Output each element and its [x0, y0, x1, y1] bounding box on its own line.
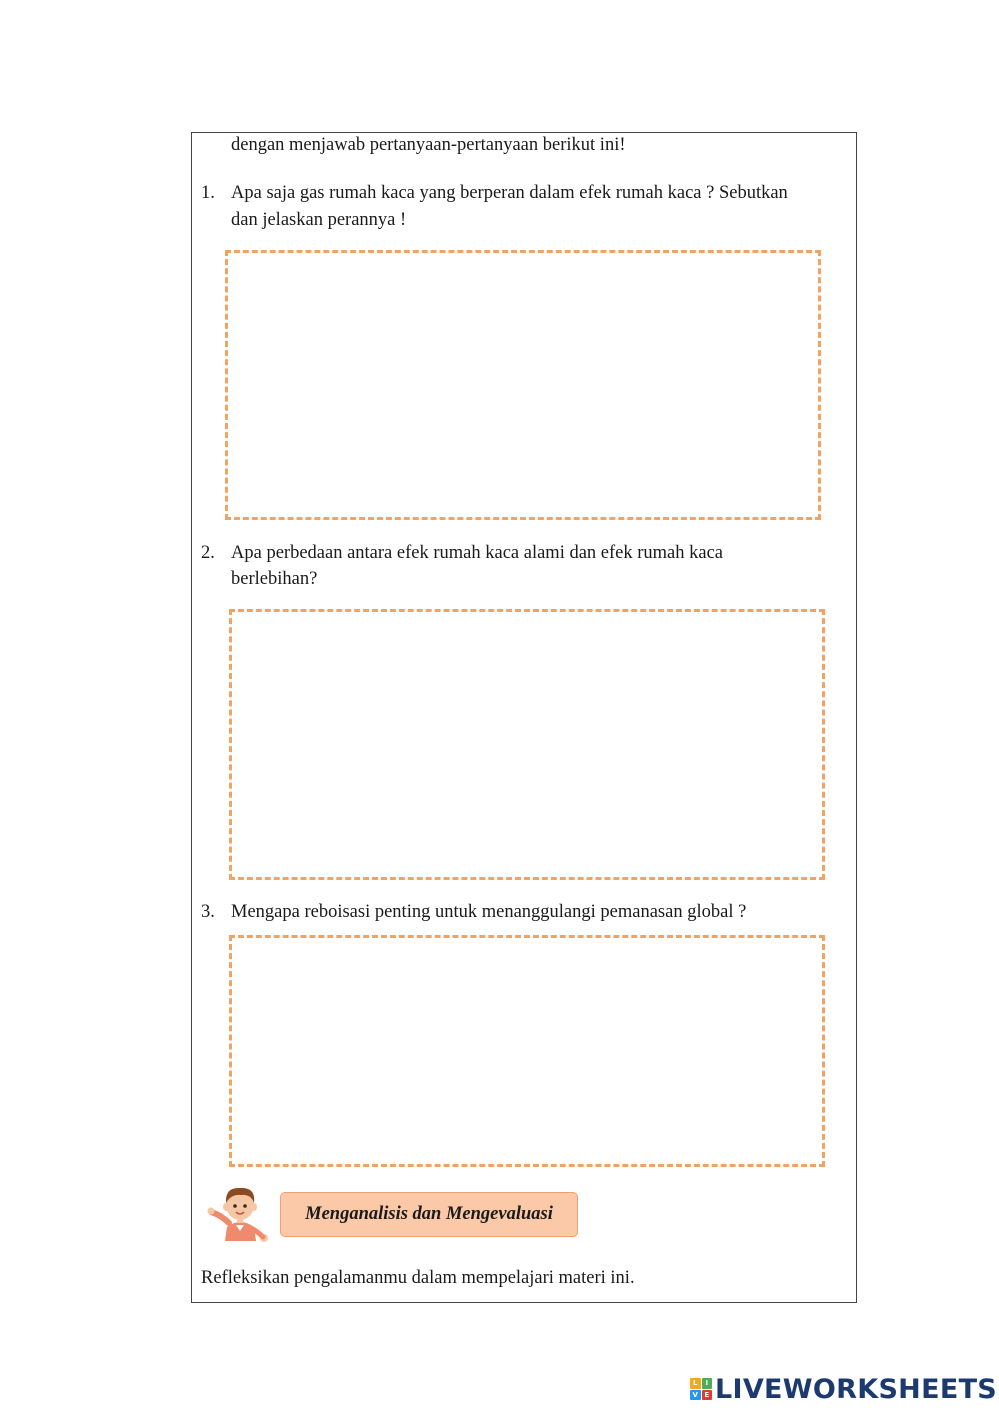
answer-box-1[interactable]	[225, 250, 821, 520]
logo-letter-e: E	[702, 1390, 713, 1401]
question-1-line-2: dan jelaskan perannya !	[231, 210, 407, 230]
liveworksheets-logo-text: LIVEWORKSHEETS	[715, 1373, 998, 1405]
intro-text: dengan menjawab pertanyaan-pertanyaan berikut ini!	[231, 135, 626, 155]
answer-box-2[interactable]	[229, 609, 825, 880]
liveworksheets-logo	[690, 1372, 997, 1406]
question-1-line-1: Apa saja gas rumah kaca yang berperan dalam efek rumah kaca ? Sebutkan	[231, 183, 788, 203]
question-2-line-1: Apa perbedaan antara efek rumah kaca alami dan efek rumah kaca	[231, 543, 724, 563]
question-3-line-1: Mengapa reboisasi penting untuk menanggulangi pemanasan global ?	[231, 902, 747, 922]
section-badge: Menganalisis dan Mengevaluasi	[280, 1192, 578, 1237]
question-2-line-2: berlebihan?	[231, 569, 318, 589]
logo-letter-i: I	[702, 1378, 713, 1389]
question-3-number: 3.	[201, 902, 215, 922]
question-1-number: 1.	[201, 183, 215, 203]
logo-letter-v: V	[690, 1390, 701, 1401]
answer-box-3[interactable]	[229, 935, 825, 1167]
question-2-number: 2.	[201, 543, 215, 563]
logo-letter-l: L	[690, 1378, 701, 1389]
reflection-prompt: Refleksikan pengalamanmu dalam mempelajari materi ini.	[201, 1268, 635, 1288]
boy-waving-illustration	[207, 1181, 273, 1243]
liveworksheets-logo-icon	[690, 1378, 712, 1400]
